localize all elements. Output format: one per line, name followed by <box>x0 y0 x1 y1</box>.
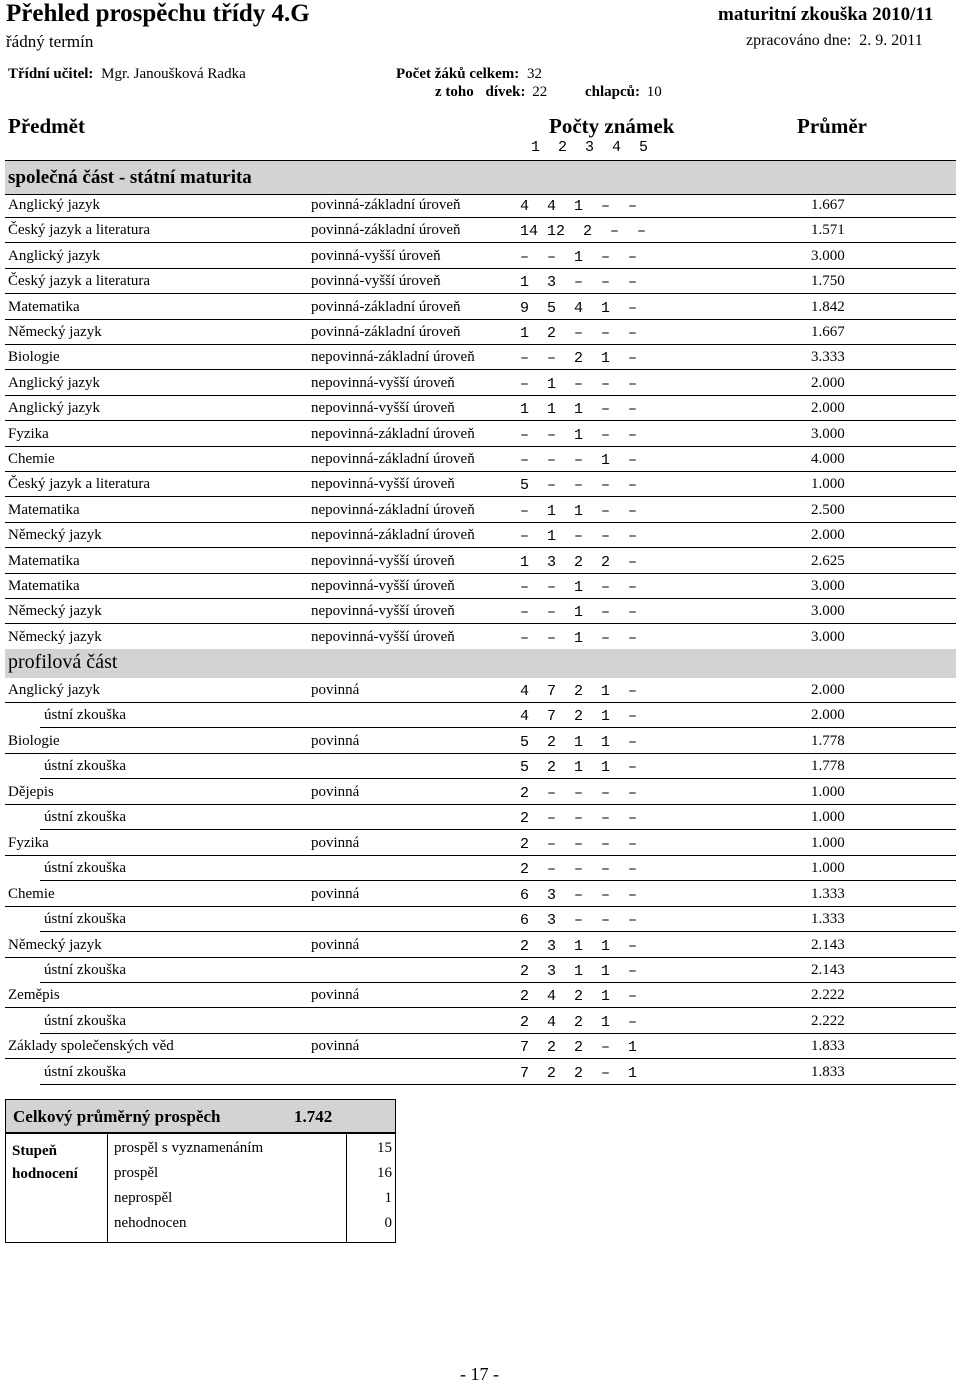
average-value: 3.000 <box>811 247 845 264</box>
table-row <box>0 729 960 754</box>
grade-counts: 2 3 1 1 – <box>520 937 638 955</box>
exam-level: povinná-základní úroveň <box>311 222 461 239</box>
average-value: 1.667 <box>811 324 845 340</box>
oral-exam-label: ústní zkouška <box>44 1063 127 1080</box>
exam-level: nepovinná-vyšší úroveň <box>311 400 455 417</box>
average-value: 1.667 <box>811 197 845 213</box>
grade-counts: 6 3 – – – <box>520 886 638 904</box>
grade-counts: – – 1 – – <box>520 604 638 622</box>
table-row <box>0 625 960 650</box>
average-value: 3.000 <box>811 578 845 594</box>
table-row <box>0 831 960 856</box>
row-divider <box>40 1084 956 1085</box>
subject-name: Zeměpis <box>8 987 60 1004</box>
average-value: 2.000 <box>811 707 845 724</box>
overall-average-value: 1.742 <box>294 1107 333 1126</box>
average-value: 2.222 <box>811 987 845 1004</box>
average-value: 2.000 <box>811 682 845 698</box>
exam-level: nepovinná-základní úroveň <box>311 349 475 366</box>
subject-name: Anglický jazyk <box>8 197 101 213</box>
girls-label: dívek: <box>485 84 526 100</box>
evaluation-count: 1 <box>384 1190 392 1206</box>
common-section-title: společná část - státní maturita <box>8 167 252 188</box>
oral-exam-label: ústní zkouška <box>44 860 127 877</box>
grade-counts: 14 12 2 – – <box>520 223 647 241</box>
exam-level: povinná-základní úroveň <box>311 324 461 340</box>
table-row <box>0 523 960 548</box>
table-row <box>0 983 960 1008</box>
average-value: 3.000 <box>811 603 845 620</box>
grade-counts: – – 1 – – <box>520 629 638 647</box>
exam-level: nepovinná-vyšší úroveň <box>311 603 455 620</box>
grade-counts: 2 – – – – <box>520 810 638 828</box>
exam-level: nepovinná-vyšší úroveň <box>311 374 455 391</box>
grade-label-1: Stupeň <box>12 1143 58 1159</box>
exam-level: povinná <box>311 885 360 902</box>
average-value: 2.143 <box>811 936 845 953</box>
average-value: 1.571 <box>811 222 845 239</box>
table-row <box>0 320 960 345</box>
column-grade-counts: Počty známek <box>549 114 675 138</box>
exam-level: nepovinná-základní úroveň <box>311 527 475 544</box>
average-value: 1.000 <box>811 783 845 800</box>
exam-level: nepovinná-vyšší úroveň <box>311 578 455 594</box>
evaluation-label: prospěl s vyznamenáním <box>114 1140 264 1156</box>
exam-level: nepovinná-základní úroveň <box>311 501 475 518</box>
table-row <box>0 193 960 218</box>
exam-level: povinná-vyšší úroveň <box>311 247 441 264</box>
grade-label-2: hodnocení <box>12 1166 78 1182</box>
grade-counts: 7 2 2 – 1 <box>520 1039 638 1057</box>
grade-counts: 5 2 1 1 – <box>520 733 638 751</box>
girls-count: 22 <box>532 84 548 100</box>
exam-level: povinná <box>311 783 360 800</box>
table-row <box>0 472 960 497</box>
average-value: 1.833 <box>811 1038 845 1055</box>
grade-counts: 1 2 – – – <box>520 325 638 342</box>
table-row <box>0 1034 960 1059</box>
table-row <box>0 498 960 523</box>
grade-counts: – 1 1 – – <box>520 502 638 520</box>
average-value: 4.000 <box>811 451 845 467</box>
oral-exam-label: ústní zkouška <box>44 758 127 775</box>
subject-name: Český jazyk a literatura <box>8 476 151 493</box>
subject-name: Fyzika <box>8 834 49 851</box>
grade-counts: 5 – – – – <box>520 477 638 495</box>
evaluation-count: 16 <box>377 1165 392 1181</box>
subject-name: Chemie <box>8 451 55 467</box>
average-value: 3.333 <box>811 349 845 366</box>
table-row <box>0 549 960 574</box>
grade-counts: 2 4 2 1 – <box>520 1013 638 1031</box>
table-row <box>0 678 960 703</box>
average-value: 2.000 <box>811 400 845 417</box>
subject-name: Matematika <box>8 501 80 518</box>
grade-counts: – 1 – – – <box>520 528 638 546</box>
table-row <box>0 907 960 932</box>
average-value: 2.222 <box>811 1012 845 1029</box>
table-row <box>0 244 960 269</box>
grade-counts: – – 2 1 – <box>520 350 638 368</box>
grade-counts: – – – 1 – <box>520 452 638 469</box>
subject-name: Biologie <box>8 732 60 749</box>
exam-level: povinná <box>311 834 360 851</box>
table-row <box>0 447 960 472</box>
grade-scale: 1 2 3 4 5 <box>531 139 649 156</box>
table-row <box>0 882 960 907</box>
subject-name: Německý jazyk <box>8 324 102 340</box>
evaluation-count: 15 <box>377 1140 392 1156</box>
grade-counts: 2 – – – – <box>520 784 638 802</box>
evaluation-count: 0 <box>384 1215 392 1231</box>
subject-name: Matematika <box>8 552 80 569</box>
count-divider <box>346 1134 347 1242</box>
oral-exam-label: ústní zkouška <box>44 809 127 826</box>
subject-name: Chemie <box>8 885 55 902</box>
subject-name: Anglický jazyk <box>8 682 101 698</box>
common-section-header <box>5 160 956 195</box>
subject-name: Biologie <box>8 349 60 366</box>
grade-counts: – – 1 – – <box>520 426 638 444</box>
grade-counts: 9 5 4 1 – <box>520 299 638 317</box>
teacher-name: Mgr. Janoušková Radka <box>101 66 246 82</box>
boys-count: 10 <box>646 84 662 100</box>
grade-counts: 7 2 2 – 1 <box>520 1064 638 1082</box>
average-value: 1.000 <box>811 809 845 826</box>
table-row <box>0 958 960 983</box>
exam-level: nepovinná-vyšší úroveň <box>311 628 455 645</box>
average-value: 2.000 <box>811 527 845 544</box>
grade-counts: – – 1 – – <box>520 248 638 266</box>
grade-counts: 2 – – – – <box>520 835 638 853</box>
grade-counts: 4 7 2 1 – <box>520 683 638 700</box>
subject-name: Základy společenských věd <box>8 1038 174 1055</box>
exam-level: povinná <box>311 682 360 698</box>
processed-date <box>746 32 923 50</box>
profile-section-header <box>5 649 956 678</box>
evaluation-label: neprospěl <box>114 1190 173 1206</box>
grade-evaluation-box <box>5 1133 396 1243</box>
exam-level: nepovinná-základní úroveň <box>311 425 475 442</box>
subject-name: Dějepis <box>8 783 54 800</box>
exam-level: nepovinná-základní úroveň <box>311 451 475 467</box>
students-count: 32 <box>527 66 543 82</box>
subject-name: Anglický jazyk <box>8 374 101 391</box>
table-row <box>0 599 960 624</box>
grade-counts: 2 3 1 1 – <box>520 962 638 980</box>
exam-level: povinná <box>311 1038 360 1055</box>
exam-level: povinná-základní úroveň <box>311 197 461 213</box>
subject-name: Český jazyk a literatura <box>8 273 151 290</box>
subject-name: Německý jazyk <box>8 527 102 544</box>
average-value: 2.500 <box>811 501 845 518</box>
table-row <box>0 780 960 805</box>
table-row <box>0 422 960 447</box>
subject-name: Fyzika <box>8 425 49 442</box>
overall-average-label: Celkový průměrný prospěch <box>13 1107 221 1126</box>
subject-name: Český jazyk a literatura <box>8 222 151 239</box>
exam-level: povinná-vyšší úroveň <box>311 273 441 290</box>
class-teacher <box>8 66 246 83</box>
exam-level: povinná-základní úroveň <box>311 298 461 315</box>
average-value: 1.000 <box>811 860 845 877</box>
subject-name: Anglický jazyk <box>8 400 101 417</box>
subject-name: Matematika <box>8 298 80 315</box>
subject-name: Německý jazyk <box>8 628 102 645</box>
processed-date-value: 2. 9. 2011 <box>859 32 923 49</box>
grade-counts: 2 – – – – <box>520 861 638 879</box>
table-row <box>0 371 960 396</box>
table-row <box>0 933 960 958</box>
table-row <box>0 856 960 881</box>
students-label: Počet žáků celkem: <box>396 66 520 82</box>
grade-counts: – 1 – – – <box>520 375 638 393</box>
page-number: - 17 - <box>460 1364 499 1384</box>
exam-level: nepovinná-vyšší úroveň <box>311 476 455 493</box>
average-value: 2.625 <box>811 552 845 569</box>
average-value: 1.000 <box>811 834 845 851</box>
average-value: 3.000 <box>811 628 845 645</box>
average-value: 2.000 <box>811 374 845 391</box>
evaluation-label: nehodnocen <box>114 1215 187 1231</box>
table-row <box>0 345 960 370</box>
exam-level: nepovinná-vyšší úroveň <box>311 552 455 569</box>
average-value: 1.778 <box>811 732 845 749</box>
boys-count-block <box>585 84 662 101</box>
column-average: Průměr <box>797 114 867 138</box>
oral-exam-label: ústní zkouška <box>44 911 127 928</box>
grade-counts: – – 1 – – <box>520 579 638 596</box>
average-value: 1.778 <box>811 758 845 775</box>
grade-counts: 6 3 – – – <box>520 912 638 930</box>
average-value: 1.000 <box>811 476 845 493</box>
column-subject: Předmět <box>8 114 85 138</box>
table-row <box>0 269 960 294</box>
exam-name: maturitní zkouška 2010/11 <box>718 4 934 25</box>
average-value: 1.833 <box>811 1063 845 1080</box>
grade-counts: 1 1 1 – – <box>520 401 638 419</box>
grade-counts: 4 7 2 1 – <box>520 708 638 726</box>
average-value: 1.333 <box>811 885 845 902</box>
table-row <box>0 1060 960 1085</box>
subject-name: Anglický jazyk <box>8 247 101 264</box>
grade-counts: 5 2 1 1 – <box>520 759 638 777</box>
average-value: 1.750 <box>811 273 845 290</box>
average-value: 3.000 <box>811 425 845 442</box>
table-row <box>0 574 960 599</box>
table-row <box>0 754 960 779</box>
overall-average-box <box>5 1099 396 1133</box>
grade-counts: 1 3 – – – <box>520 274 638 292</box>
table-row <box>0 218 960 243</box>
subject-name: Matematika <box>8 578 80 594</box>
oral-exam-label: ústní zkouška <box>44 707 127 724</box>
table-row <box>0 703 960 728</box>
page-title: Přehled prospěchu třídy 4.G <box>6 0 310 27</box>
oral-exam-label: ústní zkouška <box>44 961 127 978</box>
subject-name: Německý jazyk <box>8 603 102 620</box>
evaluation-divider <box>107 1134 108 1242</box>
exam-level: povinná <box>311 987 360 1004</box>
processed-label: zpracováno dne: <box>746 32 852 49</box>
exam-level: povinná <box>311 936 360 953</box>
table-row <box>0 295 960 320</box>
oral-exam-label: ústní zkouška <box>44 1012 127 1029</box>
of-which-label: z toho <box>435 84 474 100</box>
subject-name: Německý jazyk <box>8 936 102 953</box>
average-value: 2.143 <box>811 961 845 978</box>
grade-counts: 1 3 2 2 – <box>520 553 638 571</box>
table-row <box>0 396 960 421</box>
profile-section-title: profilová část <box>8 651 118 673</box>
exam-term: řádný termín <box>6 32 94 51</box>
grade-counts: 4 4 1 – – <box>520 198 638 215</box>
students-total <box>396 66 542 83</box>
average-value: 1.333 <box>811 911 845 928</box>
table-row <box>0 1009 960 1034</box>
teacher-label: Třídní učitel: <box>8 66 94 82</box>
average-value: 1.842 <box>811 298 845 315</box>
evaluation-label: prospěl <box>114 1165 159 1181</box>
grade-counts: 2 4 2 1 – <box>520 988 638 1006</box>
table-row <box>0 805 960 830</box>
exam-level: povinná <box>311 732 360 749</box>
boys-label: chlapců: <box>585 84 641 100</box>
students-breakdown <box>435 84 547 101</box>
